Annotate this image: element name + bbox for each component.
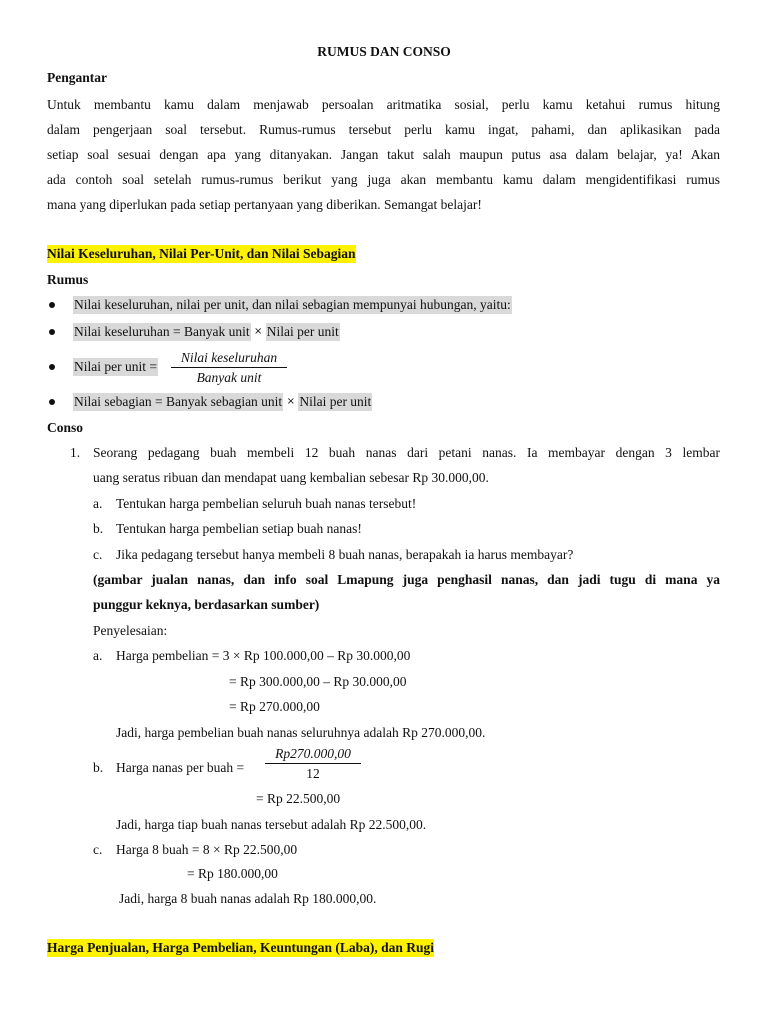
solution-label: Penyelesaian: [93, 623, 168, 638]
formula-text: Nilai per unit [266, 324, 339, 339]
editor-note: (gambar jualan nanas, dan info soal Lmapung juga penghasil nanas, dan jadi tugu di mana ya [93, 572, 720, 587]
section-heading-harga [47, 941, 434, 955]
solution-a-label: a. [93, 648, 103, 663]
times-symbol: × [253, 326, 263, 337]
solution-a-step: = Rp 300.000,00 – Rp 30.000,00 [229, 674, 407, 689]
intro-line: Untuk membantu kamu dalam menjawab persoalan aritmatika sosial, perlu kamu ketahui rumus hitung [47, 97, 720, 112]
solution-b-step: = Rp 22.500,00 [256, 791, 341, 806]
bullet-icon [49, 329, 55, 335]
intro-line: dalam pengerjaan soal tersebut. Rumus-rumus tersebut perlu kamu ingat, pahami, dan aplikasikan pada [47, 122, 720, 137]
page-title: RUMUS DAN CONSO [317, 44, 451, 59]
formula-bullet-4 [73, 395, 372, 409]
formula-text: Nilai per unit [299, 394, 372, 409]
intro-paragraph [47, 92, 720, 217]
question-a: Tentukan harga pembelian seluruh buah nanas tersebut! [116, 496, 417, 511]
formula-text: Nilai keseluruhan, nilai per unit, dan nilai sebagian mempunyai hubungan, yaitu: [74, 297, 511, 312]
question-c-label: c. [93, 547, 103, 562]
fraction-numerator: Nilai keseluruhan [171, 351, 287, 368]
intro-line: setiap soal sesuai dengan apa yang ditanyakan. Jangan takut salah maupun putus asa dalam belajar, ya! Akan [47, 147, 720, 162]
formula-text: Nilai per unit = [74, 359, 157, 374]
intro-line: mana yang diperlukan pada setiap pertanyaan yang diberikan. Semangat belajar! [47, 197, 482, 212]
fraction-nilai-per-unit [171, 351, 287, 384]
fraction-numerator [265, 747, 361, 764]
solution-a-step: = Rp 270.000,00 [229, 699, 320, 714]
solution-c-step: Harga 8 buah = 8 × Rp 22.500,00 [116, 842, 298, 857]
problem-number: 1. [70, 445, 81, 460]
times-symbol: × [286, 396, 295, 407]
question-b: Tentukan harga pembelian setiap buah nanas! [116, 521, 362, 536]
highlighted-heading: Harga Penjualan, Harga Pembelian, Keuntungan (Laba), dan Rugi [47, 940, 435, 955]
problem-line: Seorang pedagang buah membeli 12 buah nanas dari petani nanas. Ia membayar dengan 3 lembar [93, 445, 720, 460]
solution-b-step: Harga nanas per buah = [116, 760, 245, 775]
solution-a-step: Harga pembelian = 3 × Rp 100.000,00 – Rp 30.000,00 [116, 648, 411, 663]
fraction-numerator-text: Rp270.000,00 [275, 746, 351, 761]
bullet-icon [49, 399, 55, 405]
editor-note: punggur keknya, berdasarkan sumber) [93, 597, 320, 612]
question-c: Jika pedagang tersebut hanya membeli 8 buah nanas, berapakah ia harus membayar? [116, 547, 574, 562]
formula-bullet-1 [73, 298, 512, 312]
rumus-label: Rumus [47, 272, 89, 287]
question-b-label: b. [93, 521, 104, 536]
bullet-icon [49, 302, 55, 308]
problem-line: uang seratus ribuan dan mendapat uang kembalian sebesar Rp 30.000,00. [93, 470, 489, 485]
fraction-denominator: 12 [306, 765, 320, 781]
formula-text: Nilai sebagian = Banyak sebagian unit [74, 394, 283, 409]
intro-line: ada contoh soal setelah rumus-rumus berikut yang juga akan membantu kamu dalam mengidentifikasi rumus [47, 172, 720, 187]
formula-text: Nilai keseluruhan = Banyak unit [74, 324, 250, 339]
solution-c-step: = Rp 180.000,00 [187, 866, 278, 881]
formula-bullet-2 [73, 325, 340, 339]
intro-heading: Pengantar [47, 70, 107, 85]
fraction-harga-per-buah [265, 747, 361, 780]
formula-bullet-3 [73, 360, 158, 374]
bullet-icon [49, 364, 55, 370]
solution-b-label: b. [93, 760, 104, 775]
highlighted-heading: Nilai Keseluruhan, Nilai Per-Unit, dan Nilai Sebagian [47, 246, 356, 261]
section-heading-nilai [47, 247, 356, 261]
fraction-denominator: Banyak unit [196, 369, 262, 385]
solution-c-conclusion: Jadi, harga 8 buah nanas adalah Rp 180.000,00. [119, 891, 377, 906]
conso-label: Conso [47, 420, 84, 435]
solution-b-conclusion: Jadi, harga tiap buah nanas tersebut adalah Rp 22.500,00. [116, 817, 427, 832]
solution-a-conclusion: Jadi, harga pembelian buah nanas seluruhnya adalah Rp 270.000,00. [116, 725, 486, 740]
solution-c-label: c. [93, 842, 103, 857]
question-a-label: a. [93, 496, 103, 511]
